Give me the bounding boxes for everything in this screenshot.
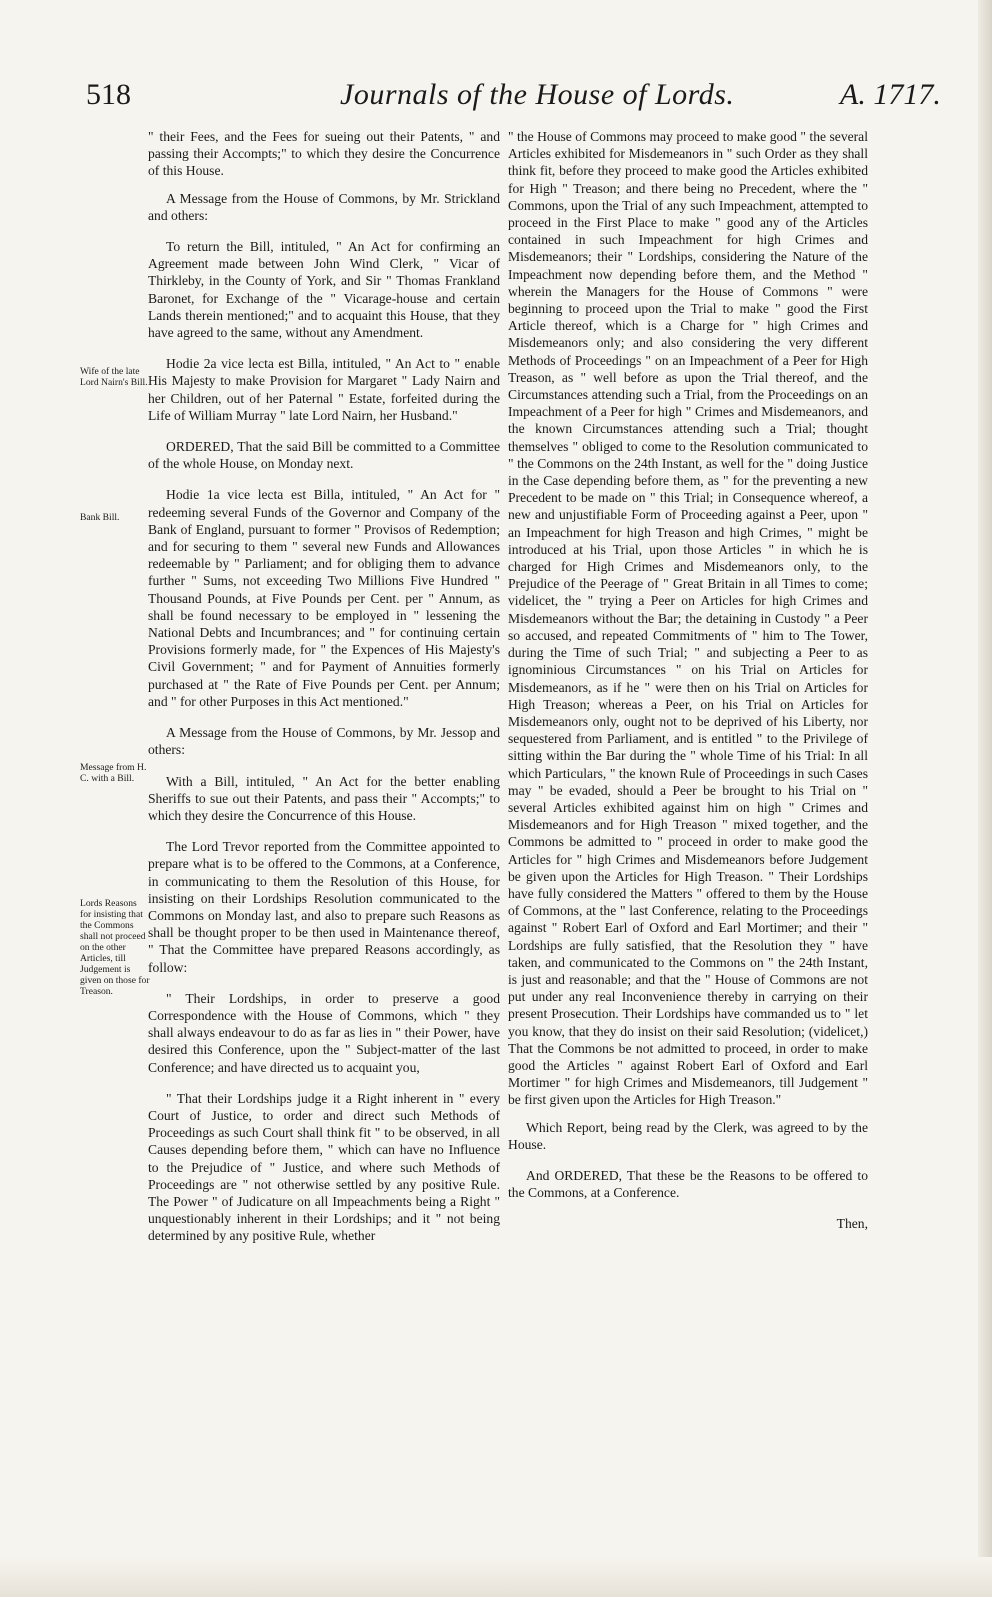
paragraph: A Message from the House of Commons, by Mr. Strickland and others:	[148, 190, 500, 223]
running-title: Journals of the House of Lords.	[340, 78, 735, 111]
paragraph: The Lord Trevor reported from the Committee appointed to prepare what is to be offered to the Commons, at a Conference, in communicating to them the Resolution of this House, for insisting on their Lordships Resolution communicated to the Commons on Monday last, and also to prepare such Reasons as shall be thought proper to be then used in Maintenance thereof, " That the Committee have prepared Reasons accordingly, as follow:	[148, 839, 500, 975]
paragraph: ORDERED, That the said Bill be committed to a Committee of the whole House, on Monday next.	[148, 439, 500, 472]
paragraph: With a Bill, intituled, " An Act for the better enabling Sheriffs to sue out their Patents, and pass their " Accompts;" to which they desire the Concurrence of this House.	[148, 773, 500, 823]
paragraph: " Their Lordships, in order to preserve a good Correspondence with the House of Commons, which " they shall always endeavour to do as far as lies in " their Power, have desired this Conference, upon the " Subject-matter of the last Conference; and have directed us to acquaint you,	[148, 990, 500, 1075]
paragraph: A Message from the House of Commons, by Mr. Jessop and others:	[148, 725, 500, 758]
page-spine-shadow	[978, 0, 992, 1597]
paragraph: To return the Bill, intituled, " An Act for confirming an Agreement made between John Wind Clerk, " Vicar of Thirkleby, in the County of York, and Sir " Thomas Frankland Baronet, for Exchange of the " Vicarage-house and certain Lands therein mentioned;" and to acquaint this House, that they have agreed to the same, without any Amendment.	[148, 239, 500, 341]
paragraph: " the House of Commons may proceed to make good " the several Articles exhibited for Misdemeanors in " such Order as they shall think fit, before they proceed to make good the Articles exhibited for High " Treason; and there being no Precedent, where the " Commons, upon the Trial of any such Impeachment, attempted to proceed in the First Place to make " good any of the Articles contained in such Impeachment for high Crimes and Misdemeanors; their " Lordships, considering the Nature of the Impeachment now depending before them, and the Method " wherein the Managers for the House of Commons " were beginning to proceed upon the Trial to make " good the First Article thereof, which is a Charge for " high Crimes and Misdemeanors only; and also considering the very different Methods of Proceedings " on an Impeachment of a Peer for High Treason, as " well before as upon the Trial thereof, and the Circumstances attending such a Trial, from the Proceedings on an Impeachment of a Peer for high " Crimes and Misdemeanors, and the known Circumstances attending such a Trial; thought themselves " obliged to come to the Resolution communicated to " the Commons on the 24th Instant, as well for the " doing Justice in the Case depending before them, as " for the preventing a new Precedent to be made on " this Trial; in Consequence whereof, a new and unjustifiable Form of Proceeding against a Peer, upon " an Impeachment for high Treason and high Crimes, " might be introduced at his Trial, upon those Articles " in which he is charged for High Crimes and Misdemeanors only, to the Prejudice of the Peerage of " Great Britain in all Times to come; videlicet, the " trying a Peer on Articles for high Crimes and Misdemeanors without the Bar; the detaining in Custody " a Peer so accused, and repeated Commitments of " him to The Tower, during the Time of such Trial; " and subjecting a Peer to as ignominious Circumstances " on his Trial on Articles for Misdemeanors, as if he " were then on his Trial on Articles for High Treason; whereas a Peer, on his Trial on Articles for Misdemeanors only, ought not to be deprived of his Liberty, nor sequestered from Parliament, and is entitled " to the Privilege of sitting within the Bar during the " whole Time of his Trial: In all which Particulars, " the known Rule of Proceedings in such Cases may " be evaded, should a Peer be brought to his Trial on " several Articles exhibited against him on high " Crimes and Misdemeanors and for High Treason " mixed together, and the Commons be admitted to " proceed in order to make good the Articles for " high Crimes and Misdemeanors before Judgement be given upon the Articles for High Treason. " Their Lordships have fully considered the Matters " offered to them by the House of Commons, at the " last Conference, relating to the Proceedings against " Robert Earl of Oxford and Earl Mortimer; and their " Lordships are fully satisfied, that the Resolution they " have taken, and communicated to the Commons on " the 24th Instant, is just and reasonable; and that the " House of Commons are not put under any real Inconvenience thereby in carrying on their present Prosecution. Their Lordships have commanded us to " let you know, that they do insist on their said Resolution; (videlicet,) That the Commons be not admitted to proceed, in order to make good the Articles " against Robert Earl of Oxford and Earl Mortimer " for high Crimes and Misdemeanors, till Judgement " be first given upon the Articles for High Treason."	[508, 129, 868, 1108]
paragraph: And ORDERED, That these be the Reasons to be offered to the Commons, at a Conference.	[508, 1167, 868, 1201]
page-number: 518	[86, 78, 131, 111]
paragraph: Which Report, being read by the Clerk, was agreed to by the House.	[508, 1119, 868, 1152]
margin-note-bank-bill: Bank Bill.	[80, 512, 120, 523]
paragraph: " their Fees, and the Fees for sueing out their Patents, " and passing their Accompts;" to which they desire the Concurrence of this House.	[148, 129, 500, 179]
page-header	[0, 78, 992, 122]
margin-note-wife-bill: Wife of the late Lord Nairn's Bill.	[80, 366, 148, 388]
left-column	[148, 128, 500, 1259]
paragraph: Hodie 1a vice lecta est Billa, intituled, " An Act for " redeeming several Funds of the Governor and Company of the Bank of England, pursuant to former " Provisos of Redemption; and for securing to them " several new Funds and Allowances redeemable by " Parliament; and for obliging them to advance further " Sums, not exceeding Two Millions Five Hundred " Thousand Pounds, at Five Pounds per Cent. per " Annum, as shall be found necessary to be employed in " lessening the National Debts and Incumbrances; and " for continuing certain Provisions formerly made, for " the Expences of His Majesty's Civil Government; " and for Payment of Annuities formerly purchased at " the Rate of Five Pounds per Cent. per Annum; and " for other Purposes in this Act mentioned."	[148, 487, 500, 709]
paragraph: Hodie 2a vice lecta est Billa, intituled, " An Act to " enable His Majesty to make Provision for Margaret " Lady Nairn and her Children, out of her Paternal " Estate, forfeited during the Life of William Murray " late Lord Nairn, her Husband."	[148, 356, 500, 423]
right-column	[508, 128, 868, 1247]
paragraph: " That their Lordships judge it a Right inherent in " every Court of Justice, to order and direct such Methods of Proceedings as such Court shall think fit " to be observed, in all Causes depending before them, " which can have no Influence to the Prejudice of " Justice, and where such Methods of Proceedings are " not otherwise settled by any positive Rule. The Power " of Judicature on all Impeachments being a Right " unquestionably inherent in their Lordships; and it " not being determined by any positive Rule, whether	[148, 1090, 500, 1244]
catchword: Then,	[836, 1216, 868, 1232]
page-bottom-edge	[0, 1557, 992, 1597]
year-heading: A. 1717.	[840, 78, 941, 111]
margin-note-lords-reasons: Lords Reasons for insisting that the Commons shall not proceed on the other Articles, till Judgement is given on those for Treason.	[80, 898, 150, 997]
margin-note-message-hc: Message from H. C. with a Bill.	[80, 762, 147, 784]
